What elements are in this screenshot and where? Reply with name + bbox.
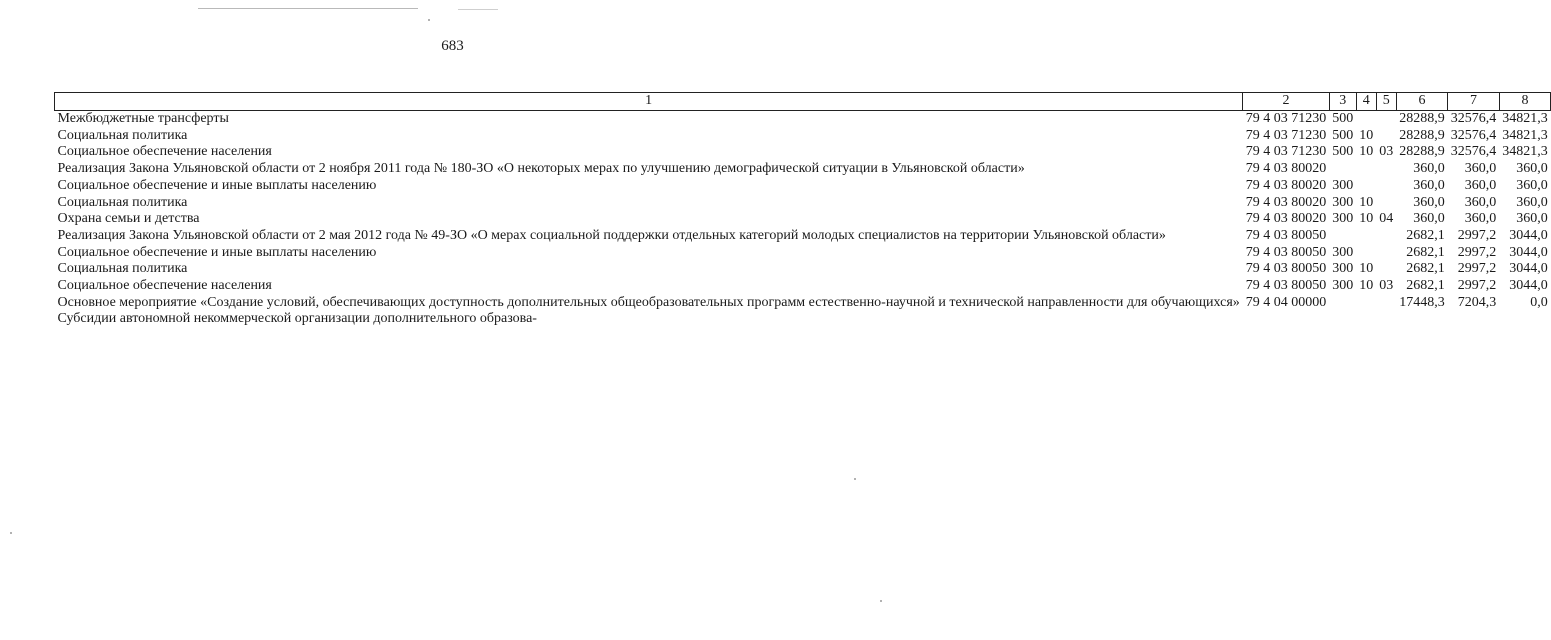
column-header-6: 6 xyxy=(1396,93,1448,111)
amount-year-3: 34821,3 xyxy=(1502,111,1548,126)
column-header-1: 1 xyxy=(55,93,1243,111)
subsection-code: 04 xyxy=(1379,211,1394,227)
scan-artifact-dot xyxy=(880,600,882,602)
amount-year-2: 360,0 xyxy=(1464,194,1497,210)
amount-year-3: 360,0 xyxy=(1516,211,1548,227)
row-name: Социальное обеспечение и иные выплаты населению xyxy=(57,177,377,193)
target-article-code: 79 4 03 80050 xyxy=(1245,261,1327,277)
expense-type-code xyxy=(1329,228,1356,245)
target-article-code: 79 4 03 80050 xyxy=(1245,244,1327,260)
amount-year-3: 3044,0 xyxy=(1509,227,1548,243)
amount-year-1: 28288,9 xyxy=(1399,111,1445,126)
expense-type-code: 300 xyxy=(1332,211,1354,227)
amount-year-3: 3044,0 xyxy=(1509,278,1548,294)
table-row xyxy=(55,278,1551,295)
table-row xyxy=(55,144,1551,161)
amount-year-1: 28288,9 xyxy=(1399,144,1445,160)
amount-year-1 xyxy=(1396,311,1448,328)
amount-year-3: 360,0 xyxy=(1516,161,1548,177)
row-name: Субсидии автономной некоммерческой организации дополнительного образова- xyxy=(57,311,537,327)
subsection-code xyxy=(1376,261,1396,278)
section-code xyxy=(1356,311,1376,328)
expense-type-code: 500 xyxy=(1332,144,1354,160)
amount-year-2: 7204,3 xyxy=(1457,294,1497,310)
amount-year-3: 360,0 xyxy=(1516,177,1548,193)
amount-year-2: 360,0 xyxy=(1464,161,1497,177)
table-row xyxy=(55,295,1551,312)
amount-year-3: 34821,3 xyxy=(1502,127,1548,143)
section-code: 10 xyxy=(1359,278,1374,294)
section-code xyxy=(1356,111,1376,128)
table-row xyxy=(55,245,1551,262)
subsection-code xyxy=(1376,178,1396,195)
expense-type-code: 300 xyxy=(1332,177,1354,193)
amount-year-1: 2682,1 xyxy=(1406,244,1445,260)
amount-year-2: 2997,2 xyxy=(1457,244,1497,260)
table-row xyxy=(55,111,1551,128)
amount-year-2: 32576,4 xyxy=(1450,144,1497,160)
row-name: Основное мероприятие «Создание условий, обеспечивающих доступность дополнительных общеобразовательных программ естественно-научной и технической направленности для обучающихся» xyxy=(57,294,1240,310)
budget-table xyxy=(54,92,1551,328)
target-article-code: 79 4 03 80020 xyxy=(1245,194,1327,210)
amount-year-2: 32576,4 xyxy=(1450,111,1497,126)
scan-artifact-line xyxy=(458,9,498,10)
amount-year-2: 2997,2 xyxy=(1457,278,1497,294)
target-article-code: 79 4 03 71230 xyxy=(1245,127,1327,143)
expense-type-code: 300 xyxy=(1332,194,1354,210)
section-code: 10 xyxy=(1359,194,1374,210)
row-name: Реализация Закона Ульяновской области от 2 мая 2012 года № 49-ЗО «О мерах социальной поддержки отдельных категорий молодых специалистов на территории Ульяновской области» xyxy=(57,227,1166,243)
subsection-code: 03 xyxy=(1379,278,1394,294)
row-name: Реализация Закона Ульяновской области от 2 ноября 2011 года № 180-ЗО «О некоторых мерах по улучшению демографической ситуации в Ульяновской области» xyxy=(57,161,1025,177)
amount-year-3: 34821,3 xyxy=(1502,144,1548,160)
target-article-code: 79 4 04 00000 xyxy=(1245,294,1327,310)
amount-year-1: 360,0 xyxy=(1413,194,1445,210)
page-number: 683 xyxy=(441,38,464,54)
table-row xyxy=(55,261,1551,278)
amount-year-1: 28288,9 xyxy=(1399,127,1445,143)
scan-artifact-line xyxy=(198,8,418,9)
table-row xyxy=(55,128,1551,145)
row-name: Социальное обеспечение и иные выплаты населению xyxy=(57,244,377,260)
expense-type-code xyxy=(1329,161,1356,178)
column-header-2: 2 xyxy=(1243,93,1330,111)
expense-type-code: 300 xyxy=(1332,261,1354,277)
row-name: Социальное обеспечение населения xyxy=(57,278,272,294)
target-article-code: 79 4 03 71230 xyxy=(1245,111,1327,126)
target-article-code: 79 4 03 80050 xyxy=(1245,227,1327,243)
section-code xyxy=(1356,295,1376,312)
subsection-code xyxy=(1376,295,1396,312)
section-code xyxy=(1356,245,1376,262)
table-row xyxy=(55,195,1551,212)
scan-artifact-dot xyxy=(10,532,12,534)
column-header-4: 4 xyxy=(1356,93,1376,111)
expense-type-code: 500 xyxy=(1332,127,1354,143)
subsection-code xyxy=(1376,111,1396,128)
table-row xyxy=(55,178,1551,195)
expense-type-code: 300 xyxy=(1332,244,1354,260)
amount-year-1: 17448,3 xyxy=(1399,294,1445,310)
section-code: 10 xyxy=(1359,127,1374,143)
row-name: Охрана семьи и детства xyxy=(57,211,200,227)
amount-year-2: 360,0 xyxy=(1464,211,1497,227)
amount-year-3: 0,0 xyxy=(1530,294,1548,310)
table-row xyxy=(55,161,1551,178)
table-body xyxy=(55,111,1551,329)
expense-type-code: 500 xyxy=(1332,111,1354,126)
section-code: 10 xyxy=(1359,144,1374,160)
column-number-row xyxy=(55,93,1551,111)
amount-year-1: 2682,1 xyxy=(1406,227,1445,243)
target-article-code: 79 4 03 80020 xyxy=(1245,177,1327,193)
amount-year-1: 360,0 xyxy=(1413,211,1445,227)
target-article-code: 79 4 03 80050 xyxy=(1245,278,1327,294)
section-code: 10 xyxy=(1359,211,1374,227)
subsection-code xyxy=(1376,311,1396,328)
column-header-7: 7 xyxy=(1448,93,1500,111)
column-header-8: 8 xyxy=(1499,93,1551,111)
amount-year-2 xyxy=(1448,311,1500,328)
table-row xyxy=(55,311,1551,328)
section-code xyxy=(1356,228,1376,245)
row-name: Социальная политика xyxy=(57,261,188,277)
expense-type-code xyxy=(1329,311,1356,328)
row-name: Социальное обеспечение населения xyxy=(57,144,272,160)
amount-year-1: 2682,1 xyxy=(1406,261,1445,277)
amount-year-2: 360,0 xyxy=(1464,177,1497,193)
amount-year-3 xyxy=(1499,311,1551,328)
table-row xyxy=(55,211,1551,228)
expense-type-code: 300 xyxy=(1332,278,1354,294)
amount-year-3: 3044,0 xyxy=(1509,261,1548,277)
subsection-code xyxy=(1376,195,1396,212)
amount-year-3: 360,0 xyxy=(1516,194,1548,210)
row-name: Социальная политика xyxy=(57,194,188,210)
amount-year-1: 360,0 xyxy=(1413,177,1445,193)
section-code: 10 xyxy=(1359,261,1374,277)
amount-year-3: 3044,0 xyxy=(1509,244,1548,260)
subsection-code xyxy=(1376,128,1396,145)
section-code xyxy=(1356,178,1376,195)
row-name: Социальная политика xyxy=(57,127,188,143)
subsection-code xyxy=(1376,161,1396,178)
target-article-code: 79 4 03 80020 xyxy=(1245,211,1327,227)
subsection-code xyxy=(1376,228,1396,245)
subsection-code: 03 xyxy=(1379,144,1394,160)
expense-type-code xyxy=(1329,295,1356,312)
amount-year-2: 2997,2 xyxy=(1457,261,1497,277)
target-article-code: 79 4 03 80020 xyxy=(1245,161,1327,177)
row-name: Межбюджетные трансферты xyxy=(57,111,229,126)
subsection-code xyxy=(1376,245,1396,262)
scan-artifact-dot xyxy=(854,478,856,480)
amount-year-2: 2997,2 xyxy=(1457,227,1497,243)
scan-artifact-dot xyxy=(428,19,430,21)
table-row xyxy=(55,228,1551,245)
amount-year-2: 32576,4 xyxy=(1450,127,1497,143)
amount-year-1: 360,0 xyxy=(1413,161,1445,177)
column-header-5: 5 xyxy=(1376,93,1396,111)
amount-year-1: 2682,1 xyxy=(1406,278,1445,294)
section-code xyxy=(1356,161,1376,178)
target-article-code: 79 4 03 71230 xyxy=(1245,144,1327,160)
column-header-3: 3 xyxy=(1329,93,1356,111)
target-article-code xyxy=(1243,311,1330,328)
